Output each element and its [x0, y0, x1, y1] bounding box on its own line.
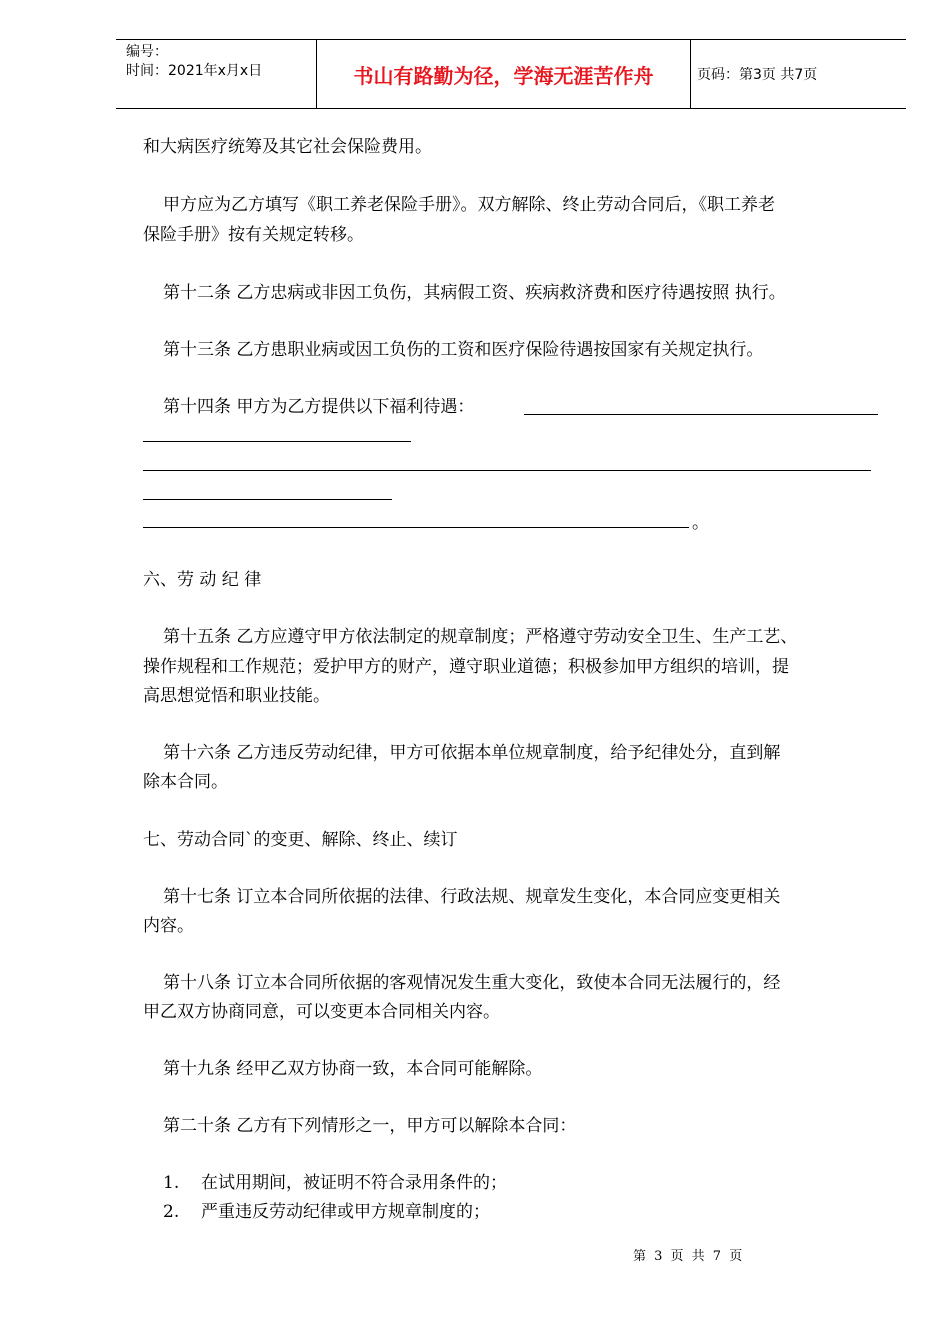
time-label: 时间：2021年x月x日 [126, 63, 263, 79]
article-18-line1: 第十八条 订立本合同所依据的客观情况发生重大变化，致使本合同无法履行的，经 [163, 973, 781, 993]
article-14: 第十四条 甲方为乙方提供以下福利待遇： [163, 397, 475, 417]
header-motto: 书山有路勤为径，学海无涯苦作舟 [316, 40, 691, 108]
article-15-line1: 第十五条 乙方应遵守甲方依法制定的规章制度；严格遵守劳动安全卫生、生产工艺、 [163, 627, 798, 647]
blank-line [143, 441, 411, 442]
list-item-text: 严重违反劳动纪律或甲方规章制度的； [201, 1202, 490, 1222]
article-17-line2: 内容。 [143, 916, 194, 936]
article-20: 第二十条 乙方有下列情形之一，甲方可以解除本合同： [163, 1116, 577, 1136]
header-meta [116, 40, 316, 108]
list-item-text: 在试用期间，被证明不符合录用条件的； [201, 1173, 507, 1193]
article-16-line1: 第十六条 乙方违反劳动纪律，甲方可依据本单位规章制度，给予纪律处分，直到解 [163, 743, 781, 763]
section-7-heading: 七、劳动合同`的变更、解除、终止、续订 [143, 830, 458, 850]
article-16-line2: 除本合同。 [143, 772, 228, 792]
blank-line [524, 414, 878, 415]
article-12: 第十二条 乙方忠病或非因工负伤，其病假工资、疾病救济费和医疗待遇按照 执行。 [163, 283, 786, 303]
article-17-line1: 第十七条 订立本合同所依据的法律、行政法规、规章发生变化，本合同应变更相关 [163, 887, 781, 907]
list-item-number: 2. [163, 1202, 180, 1222]
article-13: 第十三条 乙方患职业病或因工负伤的工资和医疗保险待遇按国家有关规定执行。 [163, 340, 764, 360]
blank-line [143, 499, 392, 500]
list-item-number: 1. [163, 1173, 180, 1193]
paragraph-pension-line1: 甲方应为乙方填写《职工养老保险手册》。双方解除、终止劳动合同后，《职工养老 [163, 195, 775, 215]
header-page-info: 页码：第3页 共7页 [697, 67, 818, 83]
paragraph-pension-line2: 保险手册》按有关规定转移。 [143, 225, 364, 245]
section-6-heading: 六、劳 动 纪 律 [143, 570, 262, 590]
list-item [143, 1168, 893, 1198]
article-19: 第十九条 经甲乙双方协商一致，本合同可能解除。 [163, 1059, 543, 1079]
article-18-line2: 甲乙双方协商同意，可以变更本合同相关内容。 [143, 1002, 500, 1022]
page-footer: 第 3 页 共 7 页 [633, 1249, 745, 1264]
article-14-end-mark: 。 [692, 513, 709, 533]
blank-line [143, 527, 689, 528]
article-15-line3: 高思想觉悟和职业技能。 [143, 686, 330, 706]
article-15-line2: 操作规程和工作规范；爱护甲方的财产，遵守职业道德；积极参加甲方组织的培训，提 [143, 657, 789, 677]
blank-line [143, 470, 871, 471]
number-label: 编号： [126, 44, 168, 60]
paragraph-insurance-end: 和大病医疗统筹及其它社会保险费用。 [143, 137, 432, 157]
list-item [143, 1197, 893, 1227]
page-header [116, 39, 906, 109]
